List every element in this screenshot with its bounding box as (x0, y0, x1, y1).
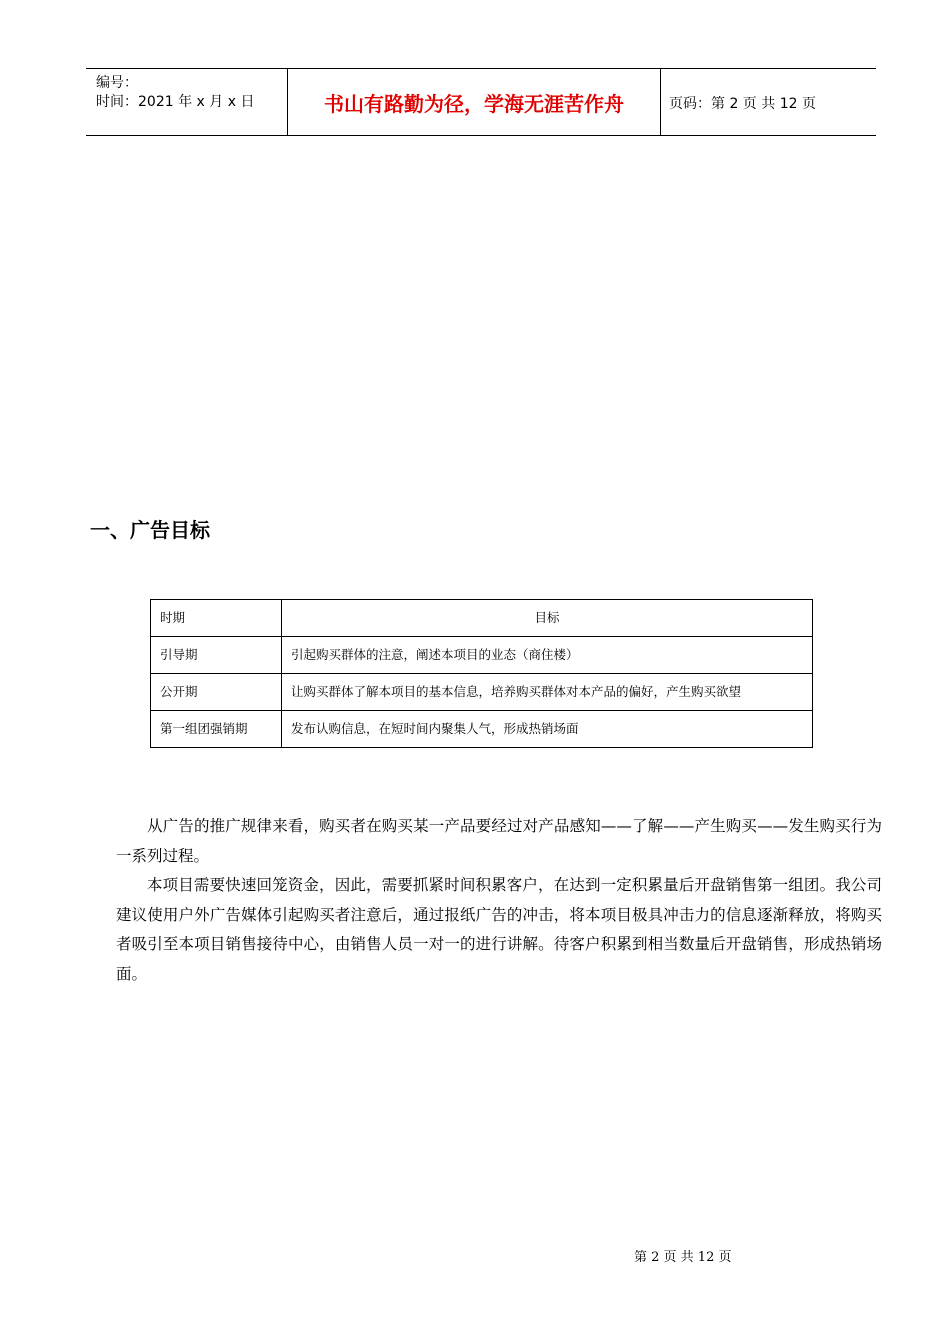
table-row (151, 674, 813, 711)
header-page-number: 页码：第 2 页 共 12 页 (669, 96, 816, 112)
table-row (151, 711, 813, 748)
header-motto: 书山有路勤为径，学海无涯苦作舟 (324, 92, 624, 116)
table-header-period: 时期 (151, 600, 282, 637)
header-divider (660, 69, 661, 135)
header-meta (86, 69, 287, 135)
ad-goals-table (150, 599, 813, 748)
table-cell-goal: 发布认购信息，在短时间内聚集人气，形成热销场面 (282, 711, 813, 748)
table-header-goal: 目标 (282, 600, 813, 637)
table-cell-goal: 让购买群体了解本项目的基本信息，培养购买群体对本产品的偏好，产生购买欲望 (282, 674, 813, 711)
table-row (151, 637, 813, 674)
table-cell-period: 公开期 (151, 674, 282, 711)
table-header-row (151, 600, 813, 637)
page-header (86, 68, 876, 136)
body-text (116, 812, 882, 989)
table-cell-period: 第一组团强销期 (151, 711, 282, 748)
paragraph: 从广告的推广规律来看，购买者在购买某一产品要经过对产品感知——了解——产生购买——发生购买行为一系列过程。 (116, 817, 882, 865)
table-cell-goal: 引起购买群体的注意，阐述本项目的业态（商住楼） (282, 637, 813, 674)
paragraph: 本项目需要快速回笼资金，因此，需要抓紧时间积累客户，在达到一定积累量后开盘销售第一组团。我公司建议使用户外广告媒体引起购买者注意后，通过报纸广告的冲击，将本项目极具冲击力的信息逐渐释放，将购买者吸引至本项目销售接待中心，由销售人员一对一的进行讲解。待客户积累到相当数量后开盘销售，形成热销场面。 (116, 876, 882, 983)
page-footer: 第 2 页 共 12 页 (634, 1250, 732, 1265)
table-cell-period: 引导期 (151, 637, 282, 674)
document-date: 时间：2021 年 x 月 x 日 (96, 94, 255, 110)
section-title: 一、广告目标 (90, 518, 210, 542)
document-number-label: 编号： (96, 75, 138, 91)
